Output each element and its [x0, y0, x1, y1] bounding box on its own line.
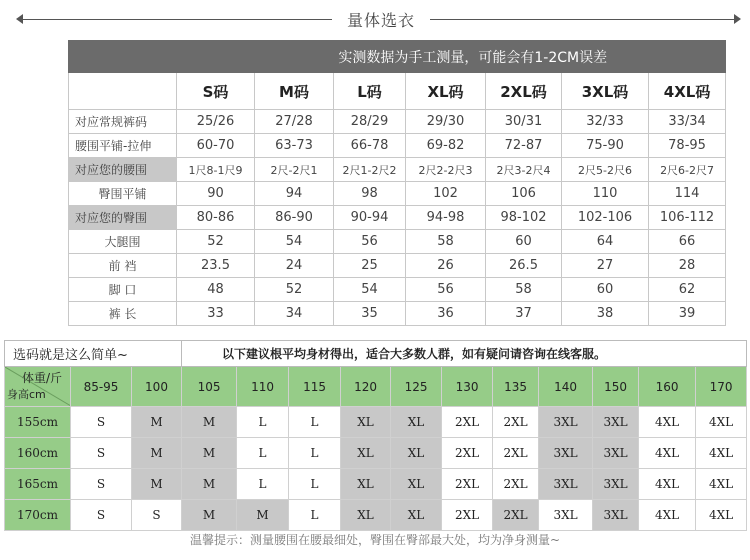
size-header: XL码 [406, 73, 486, 110]
size-cell: 4XL [639, 438, 696, 469]
size-cell: 3XL [593, 469, 639, 500]
measurement-label: 裤 长 [69, 302, 177, 326]
weight-header: 160 [639, 367, 696, 407]
measurement-value: 2尺-2尺1 [255, 158, 334, 182]
size-cell: S [71, 407, 132, 438]
size-header: 2XL码 [486, 73, 562, 110]
measurement-value: 2尺5-2尺6 [562, 158, 649, 182]
size-cell: 4XL [639, 469, 696, 500]
section-header [0, 0, 750, 38]
size-cell: 2XL [442, 438, 493, 469]
size-cell: L [289, 407, 341, 438]
height-row [5, 500, 747, 531]
measurement-value: 28/29 [334, 110, 406, 134]
size-cell: XL [391, 407, 442, 438]
measurement-value: 78-95 [649, 134, 726, 158]
size-cell: 3XL [539, 407, 593, 438]
size-cell: 3XL [539, 469, 593, 500]
measurement-value: 94-98 [406, 206, 486, 230]
measurement-row [69, 302, 726, 326]
tip-left: 选码就是这么简单~ [5, 341, 182, 367]
measurement-value: 48 [177, 278, 255, 302]
measurement-label: 对应您的腰围 [69, 158, 177, 182]
size-cell: XL [391, 469, 442, 500]
measurement-value: 86-90 [255, 206, 334, 230]
size-cell: 4XL [696, 500, 747, 531]
size-chart-table [68, 40, 726, 326]
measurement-value: 114 [649, 182, 726, 206]
measurement-value: 72-87 [486, 134, 562, 158]
weight-header: 135 [493, 367, 539, 407]
height-label: 170cm [5, 500, 71, 531]
size-header-blank [69, 73, 177, 110]
measurement-value: 36 [406, 302, 486, 326]
measurement-value: 63-73 [255, 134, 334, 158]
measurement-value: 106-112 [649, 206, 726, 230]
measurement-value: 26.5 [486, 254, 562, 278]
measurement-value: 2尺1-2尺2 [334, 158, 406, 182]
size-cell: L [289, 438, 341, 469]
weight-header: 115 [289, 367, 341, 407]
measurement-value: 94 [255, 182, 334, 206]
height-row [5, 438, 747, 469]
size-cell: L [237, 469, 289, 500]
size-header: 3XL码 [562, 73, 649, 110]
measurement-row [69, 230, 726, 254]
measurement-value: 75-90 [562, 134, 649, 158]
size-cell: 2XL [493, 500, 539, 531]
size-recommendation-table [4, 340, 747, 531]
size-cell: M [182, 469, 237, 500]
measurement-value: 62 [649, 278, 726, 302]
size-cell: 2XL [493, 469, 539, 500]
height-label: 155cm [5, 407, 71, 438]
size-cell: S [132, 500, 182, 531]
measurement-value: 90 [177, 182, 255, 206]
measurement-label: 前 裆 [69, 254, 177, 278]
weight-header: 140 [539, 367, 593, 407]
measurement-value: 30/31 [486, 110, 562, 134]
size-header: S码 [177, 73, 255, 110]
corner-cell [5, 367, 71, 407]
measurement-value: 98 [334, 182, 406, 206]
weight-header-row [5, 367, 747, 407]
measurement-value: 60 [486, 230, 562, 254]
measurement-value: 38 [562, 302, 649, 326]
size-cell: M [182, 407, 237, 438]
size-cell: M [132, 438, 182, 469]
height-row [5, 407, 747, 438]
size-cell: XL [391, 500, 442, 531]
size-cell: M [237, 500, 289, 531]
height-label: 165cm [5, 469, 71, 500]
footer-note: 温馨提示：测量腰围在腰最细处，臀围在臀部最大处，均为净身测量~ [189, 533, 561, 547]
measurement-value: 23.5 [177, 254, 255, 278]
measurement-value: 26 [406, 254, 486, 278]
size-cell: L [289, 469, 341, 500]
height-label: 160cm [5, 438, 71, 469]
size-cell: M [132, 469, 182, 500]
measurement-value: 56 [334, 230, 406, 254]
measurement-label: 对应您的臀围 [69, 206, 177, 230]
measurement-value: 24 [255, 254, 334, 278]
measurement-row [69, 278, 726, 302]
measurement-value: 58 [486, 278, 562, 302]
weight-header: 85-95 [71, 367, 132, 407]
size-cell: 2XL [493, 438, 539, 469]
size-cell: 4XL [696, 438, 747, 469]
measurement-value: 54 [334, 278, 406, 302]
size-cell: XL [341, 438, 391, 469]
measurement-value: 56 [406, 278, 486, 302]
measurement-label: 臀围平铺 [69, 182, 177, 206]
size-cell: XL [341, 407, 391, 438]
size-header: 4XL码 [649, 73, 726, 110]
size-cell: S [71, 469, 132, 500]
size-cell: L [237, 407, 289, 438]
measurement-value: 35 [334, 302, 406, 326]
measurement-row [69, 206, 726, 230]
size-cell: 4XL [696, 469, 747, 500]
size-cell: L [289, 500, 341, 531]
weight-header: 150 [593, 367, 639, 407]
size-cell: M [182, 500, 237, 531]
measurement-value: 25 [334, 254, 406, 278]
measurement-row [69, 254, 726, 278]
size-header: M码 [255, 73, 334, 110]
measurement-row [69, 110, 726, 134]
weight-header: 105 [182, 367, 237, 407]
size-cell: 4XL [639, 500, 696, 531]
measurement-value: 69-82 [406, 134, 486, 158]
weight-header: 120 [341, 367, 391, 407]
measurement-value: 110 [562, 182, 649, 206]
measurement-label: 大腿围 [69, 230, 177, 254]
weight-header: 125 [391, 367, 442, 407]
size-cell: 2XL [493, 407, 539, 438]
tip-row [5, 341, 747, 367]
measurement-value: 1尺8-1尺9 [177, 158, 255, 182]
measurement-row [69, 134, 726, 158]
weight-header: 170 [696, 367, 747, 407]
measurement-value: 2尺6-2尺7 [649, 158, 726, 182]
size-header: L码 [334, 73, 406, 110]
size-cell: XL [341, 500, 391, 531]
weight-header: 100 [132, 367, 182, 407]
measurement-value: 52 [177, 230, 255, 254]
size-cell: 2XL [442, 469, 493, 500]
header-divider-left [22, 19, 332, 20]
measurement-value: 29/30 [406, 110, 486, 134]
measurement-row [69, 158, 726, 182]
size-cell: 4XL [696, 407, 747, 438]
measurement-value: 52 [255, 278, 334, 302]
weight-header: 130 [442, 367, 493, 407]
size-cell: 3XL [593, 438, 639, 469]
size-cell: 3XL [539, 500, 593, 531]
measurement-value: 66-78 [334, 134, 406, 158]
size-cell: 3XL [593, 407, 639, 438]
measurement-value: 27 [562, 254, 649, 278]
measurement-value: 66 [649, 230, 726, 254]
size-header-row [69, 73, 726, 110]
size-cell: 4XL [639, 407, 696, 438]
measurement-value: 28 [649, 254, 726, 278]
measurement-value: 54 [255, 230, 334, 254]
right-arrow-icon [734, 14, 741, 24]
measurement-label: 腰围平铺-拉伸 [69, 134, 177, 158]
size-cell: M [182, 438, 237, 469]
size-cell: 3XL [593, 500, 639, 531]
size-cell: XL [341, 469, 391, 500]
tip-right: 以下建议根平均身材得出，适合大多数人群，如有疑问请咨询在线客服。 [182, 341, 747, 367]
header-divider-right [430, 19, 735, 20]
measurement-label: 脚 口 [69, 278, 177, 302]
size-chart-banner-row [69, 41, 726, 73]
measurement-value: 60-70 [177, 134, 255, 158]
measurement-row [69, 182, 726, 206]
measurement-value: 80-86 [177, 206, 255, 230]
size-cell: 2XL [442, 500, 493, 531]
size-cell: S [71, 438, 132, 469]
measurement-value: 98-102 [486, 206, 562, 230]
measurement-value: 34 [255, 302, 334, 326]
measurement-value: 27/28 [255, 110, 334, 134]
measurement-value: 37 [486, 302, 562, 326]
measurement-value: 102 [406, 182, 486, 206]
measurement-note: 实测数据为手工测量，可能会有1-2CM误差 [69, 41, 726, 73]
measurement-value: 102-106 [562, 206, 649, 230]
measurement-value: 2尺2-2尺3 [406, 158, 486, 182]
measurement-value: 39 [649, 302, 726, 326]
size-cell: 3XL [539, 438, 593, 469]
measurement-value: 33 [177, 302, 255, 326]
measurement-value: 33/34 [649, 110, 726, 134]
measurement-value: 64 [562, 230, 649, 254]
measurement-value: 90-94 [334, 206, 406, 230]
measurement-value: 60 [562, 278, 649, 302]
weight-axis-label: 体重/斤 [21, 371, 62, 385]
measurement-value: 2尺3-2尺4 [486, 158, 562, 182]
measurement-value: 58 [406, 230, 486, 254]
measurement-value: 32/33 [562, 110, 649, 134]
weight-header: 110 [237, 367, 289, 407]
size-cell: L [237, 438, 289, 469]
height-axis-label: 身高cm [7, 388, 46, 401]
height-row [5, 469, 747, 500]
measurement-value: 106 [486, 182, 562, 206]
size-cell: 2XL [442, 407, 493, 438]
size-cell: S [71, 500, 132, 531]
measurement-label: 对应常规裤码 [69, 110, 177, 134]
size-cell: M [132, 407, 182, 438]
size-cell: XL [391, 438, 442, 469]
measurement-value: 25/26 [177, 110, 255, 134]
page-title: 量体选衣 [346, 11, 415, 30]
